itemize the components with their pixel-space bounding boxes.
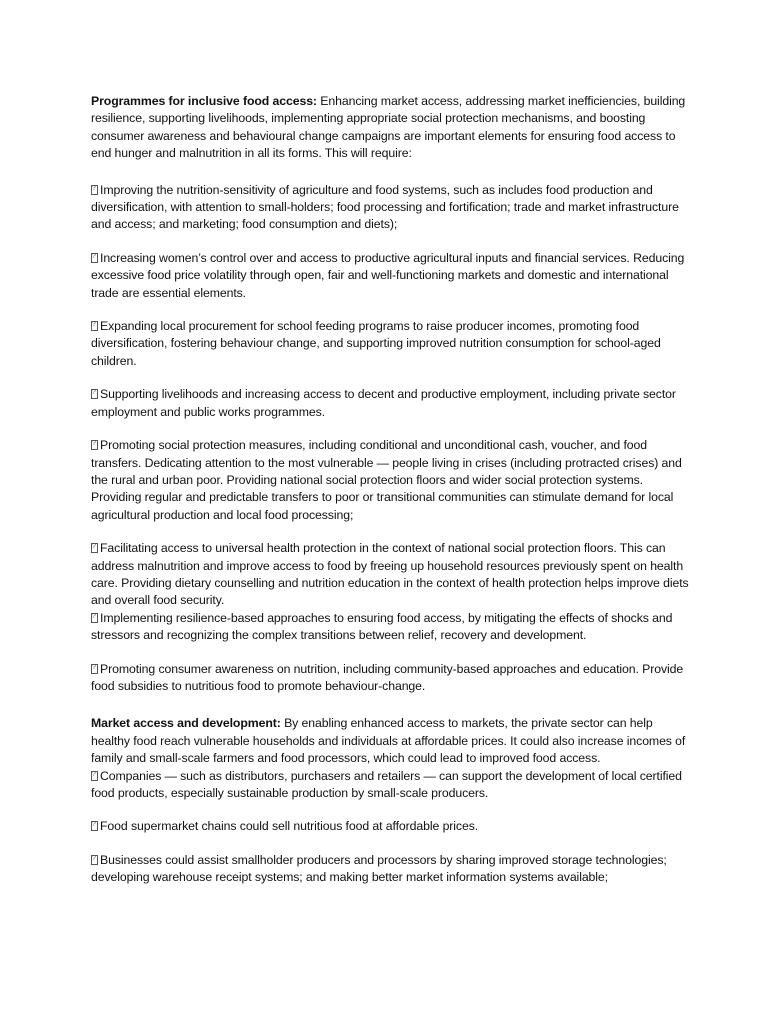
bullet-text: Supporting livelihoods and increasing access to decent and productive employment, including private sector employment and public works programmes. [91,387,676,419]
bullet-text: Improving the nutrition-sensitivity of agriculture and food systems, such as includes food production and diversification, with attention to small-holders; food processing and fortification; trade and market infrastructure and access; and marketing; food consumption and diets); [91,182,679,232]
document-page [91,93,691,903]
missing-glyph-icon [91,613,98,623]
intro-paragraph [91,93,691,163]
missing-glyph-icon [91,855,98,865]
missing-glyph-icon [91,253,98,263]
bullet-text: Food supermarket chains could sell nutritious food at affordable prices. [100,819,479,834]
bullet-item [91,250,691,302]
bullet-item [91,318,691,370]
bullet-text: Promoting social protection measures, including conditional and unconditional cash, voucher, and food transfers. Dedicating attention to the most vulnerable — people living in crises (including protracted crises) and the rural and urban poor. Providing national social protection floors and wider social protection systems. Providing regular and predictable transfers to poor or transitional communities can stimulate demand for local agricultural production and local food processing; [91,438,682,522]
intro-lead: Programmes for inclusive food access: [91,94,317,108]
missing-glyph-icon [91,389,98,399]
missing-glyph-icon [91,771,98,781]
bullet-text: Promoting consumer awareness on nutrition, including community-based approaches and education. Provide food subsidies to nutritious food to promote behaviour-change. [91,661,684,693]
bullet-text: Implementing resilience-based approaches to ensuring food access, by mitigating the effects of shocks and stressors and recognizing the complex transitions between relief, recovery and development. [91,610,673,643]
missing-glyph-icon [91,821,98,831]
bullet-text: Increasing women’s control over and access to productive agricultural inputs and financial services. Reducing excessive food price volatility through open, fair and well-functioning markets and domestic and international trade are essential elements. [91,250,685,300]
market-paragraph [91,715,691,767]
bullet-item [91,818,691,835]
bullet-item [91,610,691,645]
intro-text: Enhancing market access, addressing market inefficiencies, building resilience, supporting livelihoods, implementing appropriate social protection mechanisms, and boosting consumer awareness and behavioural change campaigns are important elements for ensuring food access to end hunger and malnutrition in all its forms. This will require: [91,94,686,161]
bullet-item [91,852,691,887]
bullet-text: Facilitating access to universal health protection in the context of national social protection floors. This can address malnutrition and improve access to food by freeing up household resources previously spent on health care. Providing dietary counselling and nutrition education in the context of health protection helps improve diets and overall food security. [91,541,689,608]
bullet-item [91,437,691,524]
bullet-item [91,386,691,421]
bullet-item [91,540,691,610]
missing-glyph-icon [91,440,98,450]
bullet-item [91,768,691,803]
bullet-text: Businesses could assist smallholder producers and processors by sharing improved storage technologies; developing warehouse receipt systems; and making better market information systems available; [91,852,667,885]
market-lead: Market access and development: [91,716,281,731]
market-text: By enabling enhanced access to markets, the private sector can help healthy food reach vulnerable households and individuals at affordable prices. It could also increase incomes of family and small-scale farmers and food processors, which could lead to improved food access. [91,716,686,766]
missing-glyph-icon [91,543,98,553]
bullet-text: Expanding local procurement for school feeding programs to raise producer incomes, promoting food diversification, fostering behaviour change, and supporting improved nutrition consumption for school-aged children. [91,319,661,368]
missing-glyph-icon [91,185,98,195]
bullet-item [91,661,691,696]
bullet-text: Companies — such as distributors, purchasers and retailers — can support the development of local certified food products, especially sustainable production by small-scale producers. [91,768,682,800]
missing-glyph-icon [91,664,98,674]
bullet-item [91,182,691,234]
missing-glyph-icon [91,321,98,331]
